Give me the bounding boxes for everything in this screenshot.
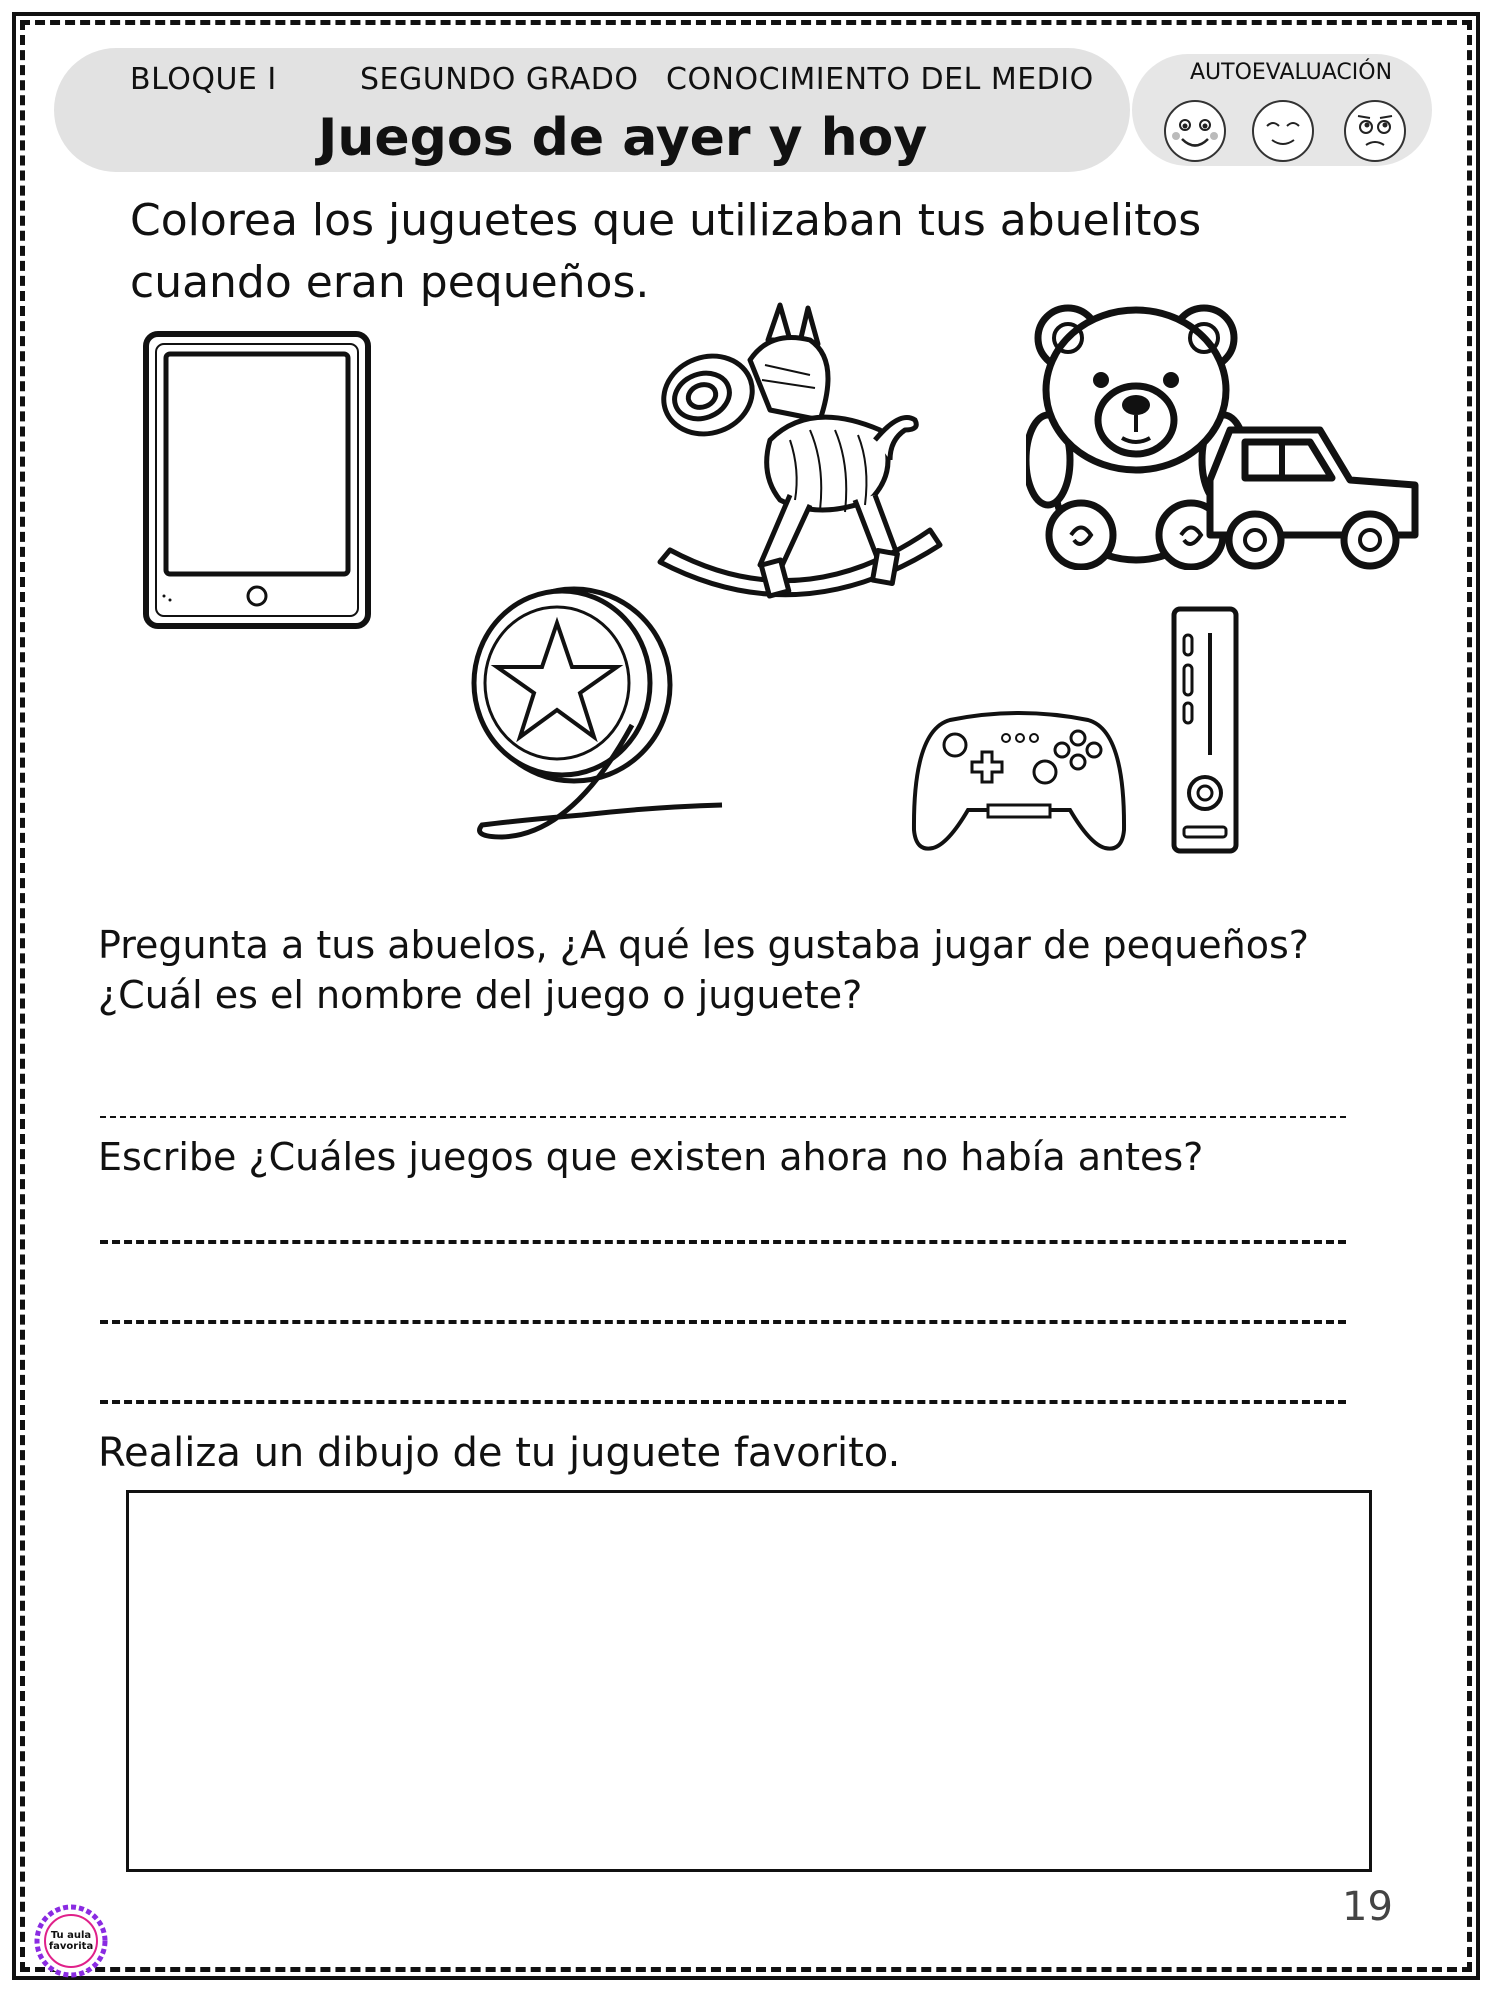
answer-line-4[interactable]	[100, 1400, 1346, 1404]
tablet-icon[interactable]	[142, 330, 372, 630]
instruction-line-1: Colorea los juguetes que utilizaban tus abuelitos	[130, 195, 1202, 246]
subject-label: CONOCIMIENTO DEL MEDIO	[666, 62, 1094, 97]
answer-line-1[interactable]	[100, 1116, 1346, 1118]
coloring-instruction	[130, 190, 1330, 314]
instruction-line-2: cuando eran pequeños.	[130, 257, 650, 308]
game-console-icon[interactable]	[1170, 605, 1240, 855]
game-controller-icon[interactable]	[910, 710, 1128, 855]
happy-face-icon[interactable]	[1162, 98, 1228, 164]
drawing-instruction: Realiza un dibujo de tu juguete favorito.	[98, 1430, 901, 1476]
grandparents-question-line-1: Pregunta a tus abuelos, ¿A qué les gustaba jugar de pequeños?	[98, 923, 1309, 967]
grandparents-question-line-2: ¿Cuál es el nombre del juego o juguete?	[98, 973, 863, 1017]
content-face-icon[interactable]	[1250, 98, 1316, 164]
grado-label: SEGUNDO GRADO	[360, 62, 639, 97]
new-games-question: Escribe ¿Cuáles juegos que existen ahora no había antes?	[98, 1135, 1204, 1179]
worried-face-icon[interactable]	[1342, 98, 1408, 164]
answer-line-2[interactable]	[100, 1240, 1346, 1244]
drawing-box[interactable]	[126, 1490, 1372, 1872]
answer-line-3[interactable]	[100, 1320, 1346, 1324]
toy-car-icon[interactable]	[1200, 410, 1425, 580]
bloque-label: BLOQUE I	[130, 62, 277, 97]
yoyo-icon[interactable]	[462, 575, 737, 850]
logo-text: Tu aula favorita	[48, 1930, 94, 1952]
page-title: Juegos de ayer y hoy	[318, 108, 928, 168]
page-number: 19	[1342, 1884, 1393, 1930]
self-evaluation-label: AUTOEVALUACIÓN	[1190, 60, 1393, 85]
